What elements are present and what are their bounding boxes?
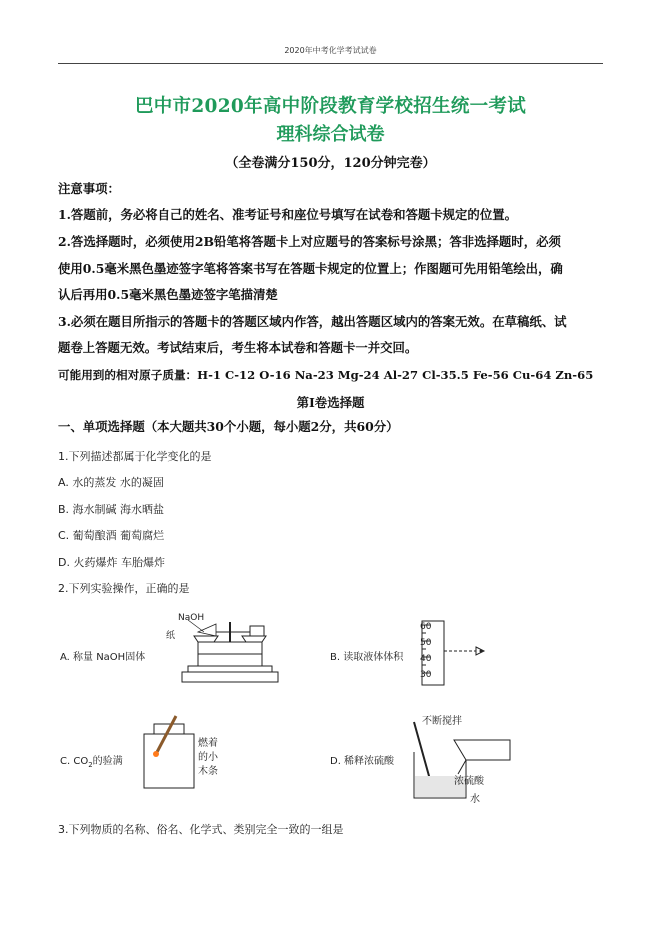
- q2-option-d-label: D. 稀释浓硫酸: [330, 756, 395, 767]
- q1-stem: 1.下列描述都属于化学变化的是: [58, 450, 212, 463]
- note-item-1: 1.答题前，务必将自己的姓名、准考证号和座位号填写在试卷和答题卡规定的位置。: [58, 207, 517, 222]
- fig-text-2: 的小: [198, 752, 218, 763]
- q1-option-d: D. 火药爆炸 车胎爆炸: [58, 556, 165, 569]
- q1-option-c: C. 葡萄酿酒 葡萄腐烂: [58, 529, 165, 542]
- q2-stem: 2.下列实验操作，正确的是: [58, 582, 190, 595]
- balance-figure: [158, 608, 298, 688]
- header-divider: [58, 63, 603, 64]
- q1-option-a: A. 水的蒸发 水的凝固: [58, 476, 164, 489]
- tick-60: 60: [420, 622, 432, 632]
- stir-label: 不断搅拌: [422, 716, 462, 727]
- section-title: 第Ⅰ卷选择题: [296, 395, 365, 410]
- q2-option-a-label: A. 称量 NaOH固体: [60, 652, 146, 663]
- note-item-3-line-1: 3.必须在题目所指示的答题卡的答题区域内作答，越出答题区域内的答案无效。在草稿纸、试: [58, 314, 567, 329]
- atomic-masses: 可能用到的相对原子质量：H-1 C-12 O-16 Na-23 Mg-24 Al-27 Cl-35.5 Fe-56 Cu-64 Zn-65: [58, 368, 594, 382]
- paper-label: 纸: [166, 631, 176, 641]
- fig-text-1: 燃着: [198, 738, 218, 749]
- note-item-2-line-3: 认后再用0.5毫米黑色墨迹签字笔描清楚: [58, 287, 278, 302]
- notes-heading: 注意事项：: [58, 181, 120, 196]
- q2-option-b-label: B. 读取液体体积: [330, 652, 404, 663]
- tick-30: 30: [420, 670, 432, 680]
- q2-option-c-label: C. $CO_2$的验满: [60, 756, 123, 769]
- exam-title: 巴中市2020年高中阶段教育学校招生统一考试: [134, 96, 527, 117]
- fig-text-3: 木条: [198, 766, 218, 777]
- note-item-3-line-2: 题卷上答题无效。考试结束后，考生将本试卷和答题卡一并交回。: [58, 340, 418, 355]
- note-item-2-line-1: 2.答选择题时，必须使用2B铅笔将答题卡上对应题号的答案标号涂黑；答非选择题时，必须: [58, 234, 561, 249]
- dilution-figure: [410, 712, 530, 804]
- note-item-2-line-2: 使用0.5毫米黑色墨迹签字笔将答案书写在答题卡规定的位置上；作图题可先用铅笔绘出，确: [58, 261, 563, 276]
- exam-subtitle: 理科综合试卷: [276, 124, 385, 145]
- part-heading: 一、单项选择题（本大题共30个小题，每小题2分，共60分）: [58, 419, 399, 434]
- score-info: （全卷满分150分，120分钟完卷）: [225, 156, 436, 171]
- tick-40: 40: [420, 654, 432, 664]
- tick-50: 50: [420, 638, 432, 648]
- cylinder-figure: [410, 617, 490, 689]
- water-label: 水: [470, 794, 480, 804]
- q3-stem: 3.下列物质的名称、俗名、化学式、类别完全一致的一组是: [58, 823, 344, 836]
- acid-label: 浓硫酸: [454, 776, 484, 787]
- running-header: 2020年中考化学考试试卷: [284, 46, 377, 55]
- bottle-figure: [140, 712, 260, 792]
- naoh-label: NaOH: [178, 613, 205, 623]
- q1-option-b: B. 海水制碱 海水晒盐: [58, 503, 165, 516]
